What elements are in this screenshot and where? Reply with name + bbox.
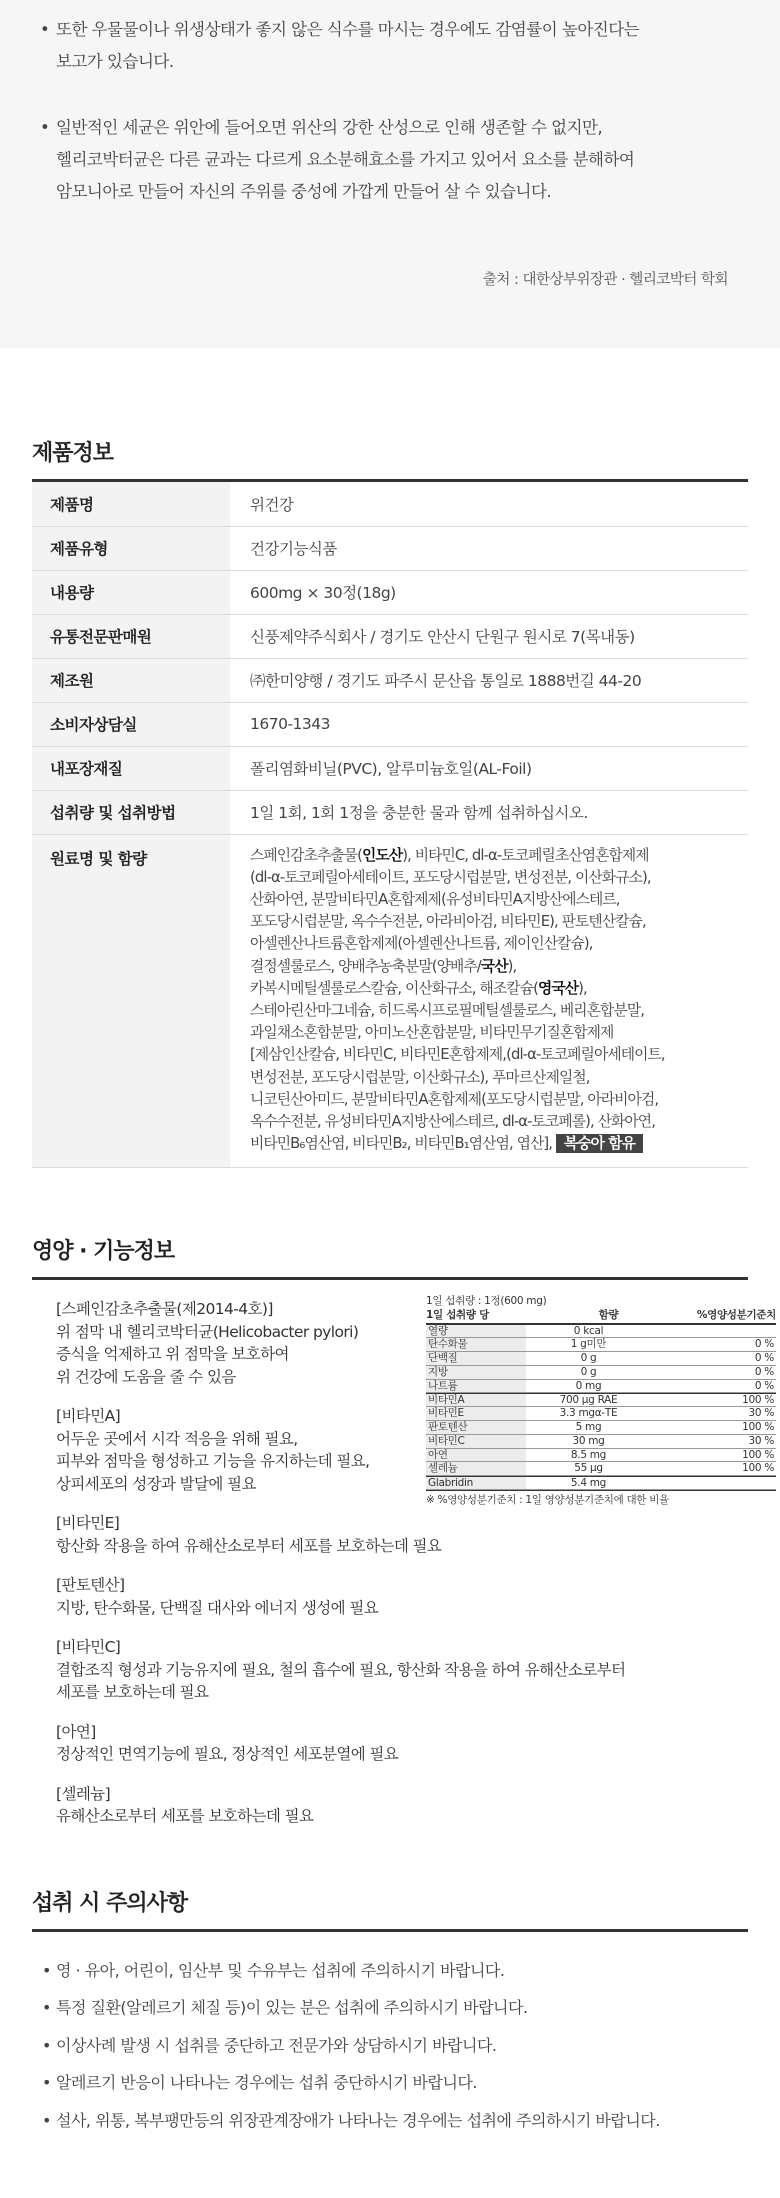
facts-amount: 0 g <box>580 1351 597 1364</box>
facts-nutrient: 단백질 <box>426 1352 526 1365</box>
facts-percent: 100 % <box>742 1394 774 1407</box>
facts-row <box>426 1380 776 1394</box>
nutrition-facts-header <box>426 1294 776 1324</box>
facts-header-cell: 함량 <box>598 1309 619 1322</box>
row-value: 600mg × 30정(18g) <box>230 570 748 614</box>
product-info-section <box>0 436 780 1168</box>
ingredient-text: ), <box>578 979 587 997</box>
section-title: 영양 · 기능정보 <box>32 1234 748 1280</box>
intro-line: 헬리코박터균은 다른 균과는 다르게 요소분해효소를 가지고 있어서 요소를 분해하여 <box>56 150 635 169</box>
facts-row <box>426 1407 776 1421</box>
ingredient-text: 스테아린산마그네슘, 히드록시프로필메틸셀룰로스, 베리혼합분말, <box>250 1001 645 1019</box>
function-line: 세포를 보호하는데 필요 <box>56 1683 209 1702</box>
row-value: 1670-1343 <box>230 702 748 746</box>
ingredient-line <box>250 1000 748 1022</box>
ingredient-text: 포도당시럽분말, 옥수수전분, 아라비아검, 비타민E), 판토텐산칼슘, <box>250 913 646 931</box>
function-block <box>56 1783 748 1828</box>
ingredient-text: 비타민B₆염산염, 비타민B₂, 비타민B₁염산염, 엽산], <box>250 1135 556 1153</box>
table-row <box>32 614 748 658</box>
function-block <box>56 1512 748 1557</box>
facts-amount: 1 g미만 <box>570 1338 607 1351</box>
function-line: 정상적인 면역기능에 필요, 정상적인 세포분열에 필요 <box>56 1745 399 1764</box>
origin-label: 영국산 <box>537 979 579 997</box>
facts-percent <box>651 1477 776 1489</box>
ingredient-text: ), <box>507 957 517 975</box>
facts-amount: 5 mg <box>575 1420 602 1433</box>
function-line: 상피세포의 성장과 발달에 필요 <box>56 1474 256 1493</box>
row-label: 내포장재질 <box>32 746 230 790</box>
facts-percent <box>651 1325 776 1337</box>
intro-line: • 일반적인 세균은 위안에 들어오면 위산의 강한 산성으로 인해 생존할 수 없지만, <box>56 118 603 137</box>
facts-rows <box>426 1324 776 1490</box>
table-row <box>32 702 748 746</box>
facts-nutrient: 셀레늄 <box>426 1462 526 1475</box>
facts-amount: 700 μg RAE <box>559 1394 618 1407</box>
row-label: 제조원 <box>32 658 230 702</box>
facts-amount: 0 mg <box>575 1379 602 1392</box>
ingredient-line <box>250 1044 748 1066</box>
facts-nutrient: 판토텐산 <box>426 1421 526 1434</box>
product-info-table <box>32 482 748 1168</box>
row-label: 내용량 <box>32 570 230 614</box>
facts-percent: 0 % <box>754 1379 774 1392</box>
ingredient-text: ), 비타민C, dl-α-토코페릴초산염혼합제제 <box>402 846 649 864</box>
ingredient-line <box>250 1133 748 1155</box>
ingredient-line <box>250 889 748 911</box>
facts-row <box>426 1462 776 1476</box>
table-row <box>32 570 748 614</box>
table-row <box>32 482 748 526</box>
row-value: ㈜한미양행 / 경기도 파주시 문산읍 통일로 1888번길 44-20 <box>230 658 748 702</box>
intro-line: 보고가 있습니다. <box>56 52 174 71</box>
facts-nutrient: Glabridin <box>426 1477 526 1489</box>
facts-amount: 55 μg <box>574 1462 603 1475</box>
caution-item: • 특정 질환(알레르기 체질 등)이 있는 분은 섭취에 주의하시기 바랍니다. <box>42 1989 748 2027</box>
row-label: 섭취량 및 섭취방법 <box>32 790 230 834</box>
table-row <box>32 790 748 834</box>
facts-amount: 3.3 mgα-TE <box>559 1407 618 1420</box>
source-citation: 출처 : 대한상부위장관 · 헬리코박터 학회 <box>482 272 728 288</box>
facts-percent: 30 % <box>748 1434 774 1447</box>
facts-header-cell: 1일 섭취량 당 <box>426 1309 489 1322</box>
facts-row <box>426 1324 776 1338</box>
row-label: 원료명 및 함량 <box>32 834 230 1168</box>
function-line: 지방, 탄수화물, 단백질 대사와 에너지 생성에 필요 <box>56 1598 379 1617</box>
ingredient-text: 과일채소혼합분말, 아미노산혼합분말, 비타민무기질혼합제제 <box>250 1024 614 1042</box>
caution-item: • 영 · 유아, 어린이, 임산부 및 수유부는 섭취에 주의하시기 바랍니다. <box>42 1952 748 1990</box>
ingredient-line <box>250 1022 748 1044</box>
facts-amount: 5.4 mg <box>570 1477 607 1490</box>
facts-amount: 0 g <box>580 1365 597 1378</box>
function-line: 피부와 점막을 형성하고 기능을 유지하는데 필요, <box>56 1452 370 1471</box>
ingredient-line <box>250 956 748 978</box>
facts-nutrient: 탄수화물 <box>426 1338 526 1351</box>
facts-nutrient: 비타민A <box>426 1394 526 1406</box>
function-title: [스페인감초추출물(제2014-4호)] <box>56 1300 273 1319</box>
facts-percent: 100 % <box>742 1448 774 1461</box>
facts-percent: 0 % <box>754 1365 774 1378</box>
facts-nutrient: 지방 <box>426 1366 526 1379</box>
caution-item: • 이상사례 발생 시 섭취를 중단하고 전문가와 상담하시기 바랍니다. <box>42 2027 748 2065</box>
facts-percent: 0 % <box>754 1351 774 1364</box>
row-value: 폴리염화비닐(PVC), 알루미늄호일(AL-Foil) <box>230 746 748 790</box>
function-title: [판토텐산] <box>56 1576 125 1595</box>
function-block <box>56 1574 748 1619</box>
facts-amount: 0 kcal <box>573 1325 604 1338</box>
facts-row <box>426 1352 776 1366</box>
facts-row <box>426 1449 776 1463</box>
table-row <box>32 658 748 702</box>
ingredient-line <box>250 867 748 889</box>
facts-header-row <box>426 1308 776 1324</box>
ingredient-text: 니코틴산아미드, 분말비타민A혼합제제(포도당시럽분말, 아라비아검, <box>250 1090 659 1108</box>
ingredient-text: 스페인감초추출물( <box>250 846 363 864</box>
facts-amount: 30 mg <box>572 1434 605 1447</box>
row-value: 건강기능식품 <box>230 526 748 570</box>
row-label: 소비자상담실 <box>32 702 230 746</box>
ingredient-text: 옥수수전분, 유성비타민A지방산에스테르, dl-α-토코페롤), 산화아연, <box>250 1112 656 1130</box>
row-value: 신풍제약주식회사 / 경기도 안산시 단원구 원시로 7(목내동) <box>230 614 748 658</box>
function-line: 유해산소로부터 세포를 보호하는데 필요 <box>56 1807 314 1826</box>
caution-item: • 설사, 위통, 복부팽만등의 위장관계장애가 나타나는 경우에는 섭취에 주의하시기 바랍니다. <box>42 2102 748 2140</box>
table-row <box>32 834 748 1168</box>
intro-line: 암모니아로 만들어 자신의 주위를 중성에 가깝게 만들어 살 수 있습니다. <box>56 182 552 201</box>
table-row <box>32 526 748 570</box>
origin-label: 국산 <box>480 957 508 975</box>
function-title: [셀레늄] <box>56 1784 111 1803</box>
table-row <box>32 746 748 790</box>
function-title: [비타민E] <box>56 1514 120 1533</box>
function-title: [비타민A] <box>56 1407 121 1426</box>
row-label: 제품명 <box>32 482 230 526</box>
facts-percent: 100 % <box>742 1462 774 1475</box>
serving-size: 1일 섭취량 : 1정(600 mg) <box>426 1295 547 1308</box>
ingredient-line <box>250 911 748 933</box>
intro-box <box>0 0 780 348</box>
nutrition-facts-table <box>426 1294 776 1507</box>
ingredients-value <box>230 834 748 1168</box>
ingredient-text: 아셀렌산나트륨혼합제제(아셀렌산나트륨, 제이인산칼슘), <box>250 935 593 953</box>
function-title: [아연] <box>56 1722 96 1741</box>
facts-row <box>426 1421 776 1435</box>
section-title: 섭취 시 주의사항 <box>32 1886 748 1932</box>
function-line: 어두운 곳에서 시각 적응을 위해 필요, <box>56 1429 298 1448</box>
facts-row <box>426 1366 776 1380</box>
allergen-badge: 복숭아 함유 <box>556 1134 643 1153</box>
function-line: 위 건강에 도움을 줄 수 있음 <box>56 1367 236 1386</box>
ingredient-text: 산화아연, 분말비타민A혼합제제(유성비타민A지방산에스테르, <box>250 890 620 908</box>
facts-header-cell: %영양성분기준치 <box>696 1309 776 1322</box>
facts-nutrient: 비타민E <box>426 1407 526 1420</box>
caution-section <box>0 1886 780 2140</box>
function-line: 결합조직 형성과 기능유지에 필요, 철의 흡수에 필요, 항산화 작용을 하여 유해산소로부터 <box>56 1660 626 1679</box>
ingredient-line <box>250 1089 748 1111</box>
origin-label: 인도산 <box>362 846 403 864</box>
function-line: 위 점막 내 헬리코박터균(Helicobacter pylori) <box>56 1322 359 1341</box>
ingredient-text: 변성전분, 포도당시럽분말, 이산화규소), 푸마르산제일철, <box>250 1068 590 1086</box>
ingredient-text: 결정셀룰로스, 양배추농축분말(양배추/ <box>250 957 481 975</box>
function-title: [비타민C] <box>56 1638 121 1657</box>
function-line: 증식을 억제하고 위 점막을 보호하여 <box>56 1345 289 1364</box>
row-label: 유통전문판매원 <box>32 614 230 658</box>
section-title: 제품정보 <box>32 436 748 482</box>
facts-nutrient: 비타민C <box>426 1435 526 1448</box>
facts-note: ※ %영양성분기준치 : 1일 영양성분기준치에 대한 비율 <box>426 1490 776 1507</box>
ingredient-text: (dl-α-토코페릴아세테이트, 포도당시럽분말, 변성전분, 이산화규소), <box>250 868 651 886</box>
facts-nutrient: 열량 <box>426 1325 526 1337</box>
row-label: 제품유형 <box>32 526 230 570</box>
ingredient-text: 카복시메틸셀룰로스칼슘, 이산화규소, 해조칼슘( <box>250 979 538 997</box>
intro-paragraph <box>38 112 746 208</box>
facts-percent: 100 % <box>742 1420 774 1433</box>
intro-line: • 또한 우물물이나 위생상태가 좋지 않은 식수를 마시는 경우에도 감염률이 높아진다는 <box>56 20 640 39</box>
facts-nutrient: 아연 <box>426 1449 526 1462</box>
nutrition-body <box>32 1280 776 1828</box>
ingredient-line <box>250 1067 748 1089</box>
ingredient-text: [제삼인산칼슘, 비타민C, 비타민E혼합제제,(dl-α-토코페릴아세테이트, <box>250 1046 665 1064</box>
function-block <box>56 1636 748 1704</box>
row-value: 위건강 <box>230 482 748 526</box>
intro-paragraph <box>38 14 746 78</box>
function-block <box>56 1721 748 1766</box>
ingredient-line <box>250 933 748 955</box>
facts-row <box>426 1435 776 1449</box>
facts-row <box>426 1476 776 1490</box>
caution-list <box>32 1932 748 2140</box>
ingredient-line <box>250 978 748 1000</box>
facts-percent: 0 % <box>754 1338 774 1351</box>
facts-nutrient: 나트륨 <box>426 1380 526 1393</box>
facts-percent: 30 % <box>748 1407 774 1420</box>
facts-row <box>426 1338 776 1352</box>
nutrition-section <box>0 1234 780 1828</box>
ingredient-line <box>250 1111 748 1133</box>
row-value: 1일 1회, 1회 1정을 충분한 물과 함께 섭취하십시오. <box>230 790 748 834</box>
ingredient-line <box>250 845 748 867</box>
caution-item: • 알레르기 반응이 나타나는 경우에는 섭취 중단하시기 바랍니다. <box>42 2064 748 2102</box>
facts-row <box>426 1393 776 1407</box>
facts-amount: 8.5 mg <box>570 1448 607 1461</box>
function-line: 항산화 작용을 하여 유해산소로부터 세포를 보호하는데 필요 <box>56 1536 442 1555</box>
